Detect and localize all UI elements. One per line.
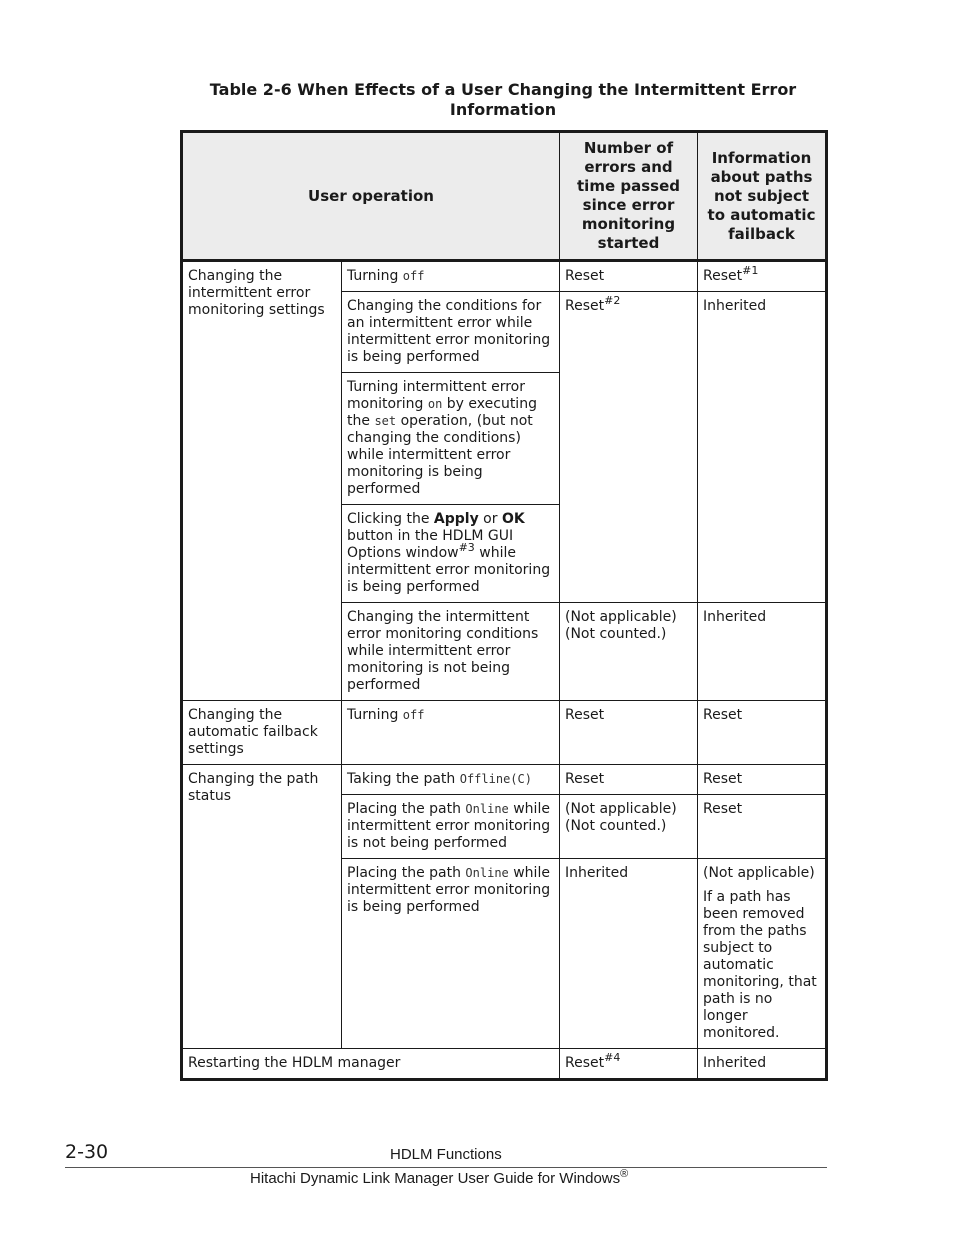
apply-label: Apply: [433, 511, 479, 527]
section-name: HDLM Functions: [390, 1146, 502, 1163]
info-cell: Inherited: [698, 1049, 827, 1080]
count-cell: Reset: [560, 701, 698, 765]
header-error-count: Number of errors and time passed since error monitoring started: [560, 132, 698, 261]
op-text: Turning: [347, 268, 403, 284]
registered-mark: ®: [620, 1168, 629, 1180]
header-row: [182, 132, 827, 261]
info-text: (Not applicable): [703, 865, 815, 881]
op-text: Turning: [347, 707, 403, 723]
operation-cell: Changing the conditions for an intermittent error while intermittent error monitoring is being performed: [342, 292, 560, 373]
operation-cell: [342, 859, 560, 1049]
info-cell: Reset: [698, 765, 827, 795]
header-user-operation: User operation: [182, 132, 560, 261]
count-cell: (Not applicable) (Not counted.): [560, 603, 698, 701]
info-cell: Reset: [698, 701, 827, 765]
count-cell: [560, 292, 698, 603]
count-cell: Inherited: [560, 859, 698, 1049]
op-code: Online: [465, 802, 509, 816]
info-cell: Inherited: [698, 292, 827, 603]
note-ref: #3: [458, 541, 475, 554]
table-row: [182, 765, 827, 795]
table-row: [182, 261, 827, 292]
table-row: [182, 1049, 827, 1080]
op-code: off: [402, 269, 425, 283]
op-text: while intermittent error monitoring is being performed: [347, 865, 551, 915]
page-number: 2-30: [65, 1141, 109, 1163]
operation-cell: [342, 373, 560, 505]
guide-title: [250, 1170, 628, 1187]
group-cell: Changing the path status: [182, 765, 342, 1049]
op-text: Placing the path: [347, 865, 466, 881]
operation-cell: [342, 765, 560, 795]
op-text: while intermittent error monitoring is not being performed: [347, 801, 551, 851]
note-ref: #1: [742, 264, 759, 277]
count-text: Reset: [565, 1055, 605, 1071]
op-text: Turning intermittent error monitoring: [347, 379, 525, 412]
count-cell: Reset: [560, 765, 698, 795]
footer-divider: [65, 1167, 827, 1168]
caption-line-1: Table 2-6 When Effects of a User Changing the Intermittent Error: [209, 80, 797, 99]
count-cell: Reset: [560, 261, 698, 292]
ok-label: OK: [501, 511, 525, 527]
info-cell: [698, 261, 827, 292]
info-cell: Reset: [698, 795, 827, 859]
note-ref: #2: [604, 294, 621, 307]
count-cell: (Not applicable) (Not counted.): [560, 795, 698, 859]
op-code: on: [427, 397, 443, 411]
op-text: button in the HDLM GUI Options window: [347, 528, 514, 561]
op-text: Taking the path: [347, 771, 460, 787]
note-ref: #4: [604, 1051, 621, 1064]
header-path-info: Information about paths not subject to automatic failback: [698, 132, 827, 261]
count-cell: [560, 1049, 698, 1080]
count-text: Reset: [565, 298, 605, 314]
group-cell: Restarting the HDLM manager: [182, 1049, 560, 1080]
op-code: off: [402, 708, 425, 722]
caption-line-2: Information: [449, 100, 557, 119]
op-code: set: [374, 414, 397, 428]
op-text: or: [478, 511, 502, 527]
table-caption: [180, 80, 826, 120]
operation-cell: [342, 795, 560, 859]
table-row: [182, 701, 827, 765]
op-text: by executing the: [347, 396, 537, 429]
guide-title-text: Hitachi Dynamic Link Manager User Guide for Windows: [250, 1170, 621, 1187]
operation-cell: [342, 701, 560, 765]
group-cell: Changing the automatic failback settings: [182, 701, 342, 765]
operation-cell: Changing the intermittent error monitoring conditions while intermittent error monitoring is not being performed: [342, 603, 560, 701]
info-text: Reset: [703, 268, 743, 284]
op-code: Offline(C): [459, 772, 532, 786]
op-text: while intermittent error monitoring is being performed: [347, 545, 551, 595]
operation-cell: [342, 505, 560, 603]
info-note: If a path has been removed from the paths subject to automatic monitoring, that path is no longer monitored.: [703, 889, 817, 1041]
info-cell: [698, 859, 827, 1049]
operation-cell: [342, 261, 560, 292]
op-text: Clicking the: [347, 511, 434, 527]
op-text: operation, (but not changing the conditions) while intermittent error monitoring is being performed: [347, 413, 533, 497]
op-text: Placing the path: [347, 801, 466, 817]
effects-table: [180, 130, 828, 1081]
group-cell: Changing the intermittent error monitoring settings: [182, 261, 342, 701]
info-cell: Inherited: [698, 603, 827, 701]
op-code: Online: [465, 866, 509, 880]
